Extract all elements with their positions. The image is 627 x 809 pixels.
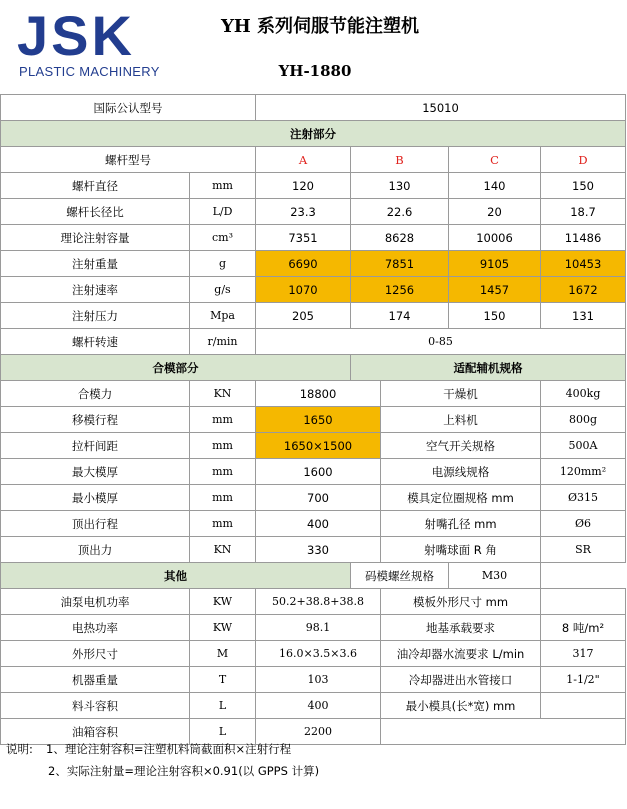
row-unit: KN [190, 537, 256, 563]
table-row [1, 225, 626, 251]
cell-value: 18.7 [541, 199, 626, 225]
cell-value: 700 [256, 485, 381, 511]
note-text: 2、实际注射量=理论注射容积×0.91(以 GPPS 计算) [48, 764, 320, 778]
row-unit: g/s [190, 277, 256, 303]
cell-value-highlighted: 9105 [449, 251, 541, 277]
table-row [1, 641, 626, 667]
aux-value: Ø315 [541, 485, 626, 511]
row-unit: L [190, 719, 256, 745]
table-row [1, 329, 626, 355]
intl-model-label: 国际公认型号 [1, 95, 256, 121]
aux-label: 地基承载要求 [381, 615, 541, 641]
cell-value: 120 [256, 173, 351, 199]
row-unit: mm [190, 173, 256, 199]
cell-value-highlighted: 6690 [256, 251, 351, 277]
cell-value-highlighted: 1070 [256, 277, 351, 303]
empty-cell [381, 719, 626, 745]
screw-type-a: A [256, 147, 351, 173]
table-row [1, 199, 626, 225]
note-line-1 [6, 738, 319, 760]
aux-label: 油冷却器水流要求 L/min [381, 641, 541, 667]
table-row [1, 433, 626, 459]
cell-value: 150 [541, 173, 626, 199]
screw-type-b: B [351, 147, 449, 173]
aux-value [541, 693, 626, 719]
row-label: 油泵电机功率 [1, 589, 190, 615]
cell-value: 174 [351, 303, 449, 329]
row-unit: M [190, 641, 256, 667]
aux-label: 模具定位圈规格 mm [381, 485, 541, 511]
table-row [1, 563, 626, 589]
row-unit: KN [190, 381, 256, 407]
table-row [1, 485, 626, 511]
aux-value: M30 [449, 563, 541, 589]
cell-value-highlighted: 7851 [351, 251, 449, 277]
cell-value: 140 [449, 173, 541, 199]
row-label: 注射重量 [1, 251, 190, 277]
aux-label: 码模螺丝规格 [351, 563, 449, 589]
cell-value: 18800 [256, 381, 381, 407]
cell-value: 20 [449, 199, 541, 225]
note-text: 1、理论注射容积=注塑机料筒截面积×注射行程 [46, 742, 292, 756]
screw-type-d: D [541, 147, 626, 173]
aux-value: SR [541, 537, 626, 563]
row-unit: T [190, 667, 256, 693]
row-unit: KW [190, 589, 256, 615]
note-line-2 [6, 760, 319, 782]
spec-table [0, 94, 626, 745]
row-label: 螺杆转速 [1, 329, 190, 355]
aux-label: 射嘴孔径 mm [381, 511, 541, 537]
row-unit: mm [190, 485, 256, 511]
row-unit: mm [190, 511, 256, 537]
row-label: 螺杆型号 [1, 147, 256, 173]
table-row [1, 303, 626, 329]
section-title-injection: 注射部分 [1, 121, 626, 147]
aux-value: 400kg [541, 381, 626, 407]
cell-value-highlighted: 1256 [351, 277, 449, 303]
aux-label: 空气开关规格 [381, 433, 541, 459]
row-unit: mm [190, 459, 256, 485]
cell-value: 150 [449, 303, 541, 329]
aux-label: 最小模具(长*宽) mm [381, 693, 541, 719]
cell-value-highlighted: 10453 [541, 251, 626, 277]
row-label: 拉杆间距 [1, 433, 190, 459]
table-row [1, 277, 626, 303]
cell-value: 8628 [351, 225, 449, 251]
row-label: 顶出力 [1, 537, 190, 563]
row-label: 注射压力 [1, 303, 190, 329]
row-label: 料斗容积 [1, 693, 190, 719]
cell-value: 10006 [449, 225, 541, 251]
cell-value: 23.3 [256, 199, 351, 225]
aux-value: 800g [541, 407, 626, 433]
logo-text: JSK [17, 4, 135, 67]
notes [6, 738, 319, 782]
row-label: 理论注射容量 [1, 225, 190, 251]
row-unit: Mpa [190, 303, 256, 329]
cell-value: 131 [541, 303, 626, 329]
section-title-others: 其他 [1, 563, 351, 589]
section-header-row [1, 121, 626, 147]
row-label: 合模力 [1, 381, 190, 407]
cell-value: 130 [351, 173, 449, 199]
aux-label: 射嘴球面 R 角 [381, 537, 541, 563]
cell-value: 0-85 [256, 329, 626, 355]
row-unit: L [190, 693, 256, 719]
cell-value-highlighted: 1650×1500 [256, 433, 381, 459]
table-row [1, 147, 626, 173]
aux-value: 120mm² [541, 459, 626, 485]
screw-type-c: C [449, 147, 541, 173]
cell-value: 1600 [256, 459, 381, 485]
table-row [1, 459, 626, 485]
row-label: 最大模厚 [1, 459, 190, 485]
row-unit: r/min [190, 329, 256, 355]
aux-value: 317 [541, 641, 626, 667]
cell-value: 11486 [541, 225, 626, 251]
cell-value: 103 [256, 667, 381, 693]
cell-value: 2200 [256, 719, 381, 745]
table-row [1, 251, 626, 277]
table-row [1, 615, 626, 641]
model-number: YH-1880 [278, 62, 352, 80]
row-label: 最小模厚 [1, 485, 190, 511]
row-label: 螺杆直径 [1, 173, 190, 199]
row-unit: g [190, 251, 256, 277]
row-unit: mm [190, 407, 256, 433]
table-row [1, 693, 626, 719]
aux-value: Ø6 [541, 511, 626, 537]
aux-label: 冷却器进出水管接口 [381, 667, 541, 693]
cell-value-highlighted: 1650 [256, 407, 381, 433]
cell-value: 400 [256, 693, 381, 719]
table-row [1, 511, 626, 537]
row-unit: KW [190, 615, 256, 641]
cell-value: 400 [256, 511, 381, 537]
row-unit: L/D [190, 199, 256, 225]
aux-value: 8 吨/m² [541, 615, 626, 641]
company-logo [17, 4, 162, 80]
cell-value: 98.1 [256, 615, 381, 641]
table-row [1, 407, 626, 433]
section-header-row [1, 355, 626, 381]
intl-model-value: 15010 [256, 95, 626, 121]
cell-value: 205 [256, 303, 351, 329]
table-row [1, 537, 626, 563]
aux-label: 干燥机 [381, 381, 541, 407]
cell-value: 7351 [256, 225, 351, 251]
row-label: 顶出行程 [1, 511, 190, 537]
cell-value-highlighted: 1457 [449, 277, 541, 303]
notes-lead: 说明: [6, 742, 33, 756]
aux-label: 电源线规格 [381, 459, 541, 485]
aux-value: 500A [541, 433, 626, 459]
aux-label: 上料机 [381, 407, 541, 433]
row-unit: mm [190, 433, 256, 459]
aux-value [541, 589, 626, 615]
cell-value-highlighted: 1672 [541, 277, 626, 303]
row-label: 油箱容积 [1, 719, 190, 745]
row-label: 注射速率 [1, 277, 190, 303]
table-row [1, 173, 626, 199]
aux-value: 1-1/2" [541, 667, 626, 693]
section-title-clamping: 合模部分 [1, 355, 351, 381]
table-row [1, 381, 626, 407]
cell-value: 50.2+38.8+38.8 [256, 589, 381, 615]
table-row [1, 589, 626, 615]
row-label: 螺杆长径比 [1, 199, 190, 225]
document-title: YH 系列伺服节能注塑机 [220, 16, 420, 37]
table-row [1, 95, 626, 121]
row-label: 电热功率 [1, 615, 190, 641]
cell-value: 16.0×3.5×3.6 [256, 641, 381, 667]
logo-subtitle: PLASTIC MACHINERY [19, 64, 160, 79]
row-label: 移模行程 [1, 407, 190, 433]
row-label: 机器重量 [1, 667, 190, 693]
row-unit: cm³ [190, 225, 256, 251]
aux-label: 模板外形尺寸 mm [381, 589, 541, 615]
row-label: 外形尺寸 [1, 641, 190, 667]
cell-value: 22.6 [351, 199, 449, 225]
cell-value: 330 [256, 537, 381, 563]
table-row [1, 667, 626, 693]
section-title-auxiliary: 适配辅机规格 [351, 355, 626, 381]
